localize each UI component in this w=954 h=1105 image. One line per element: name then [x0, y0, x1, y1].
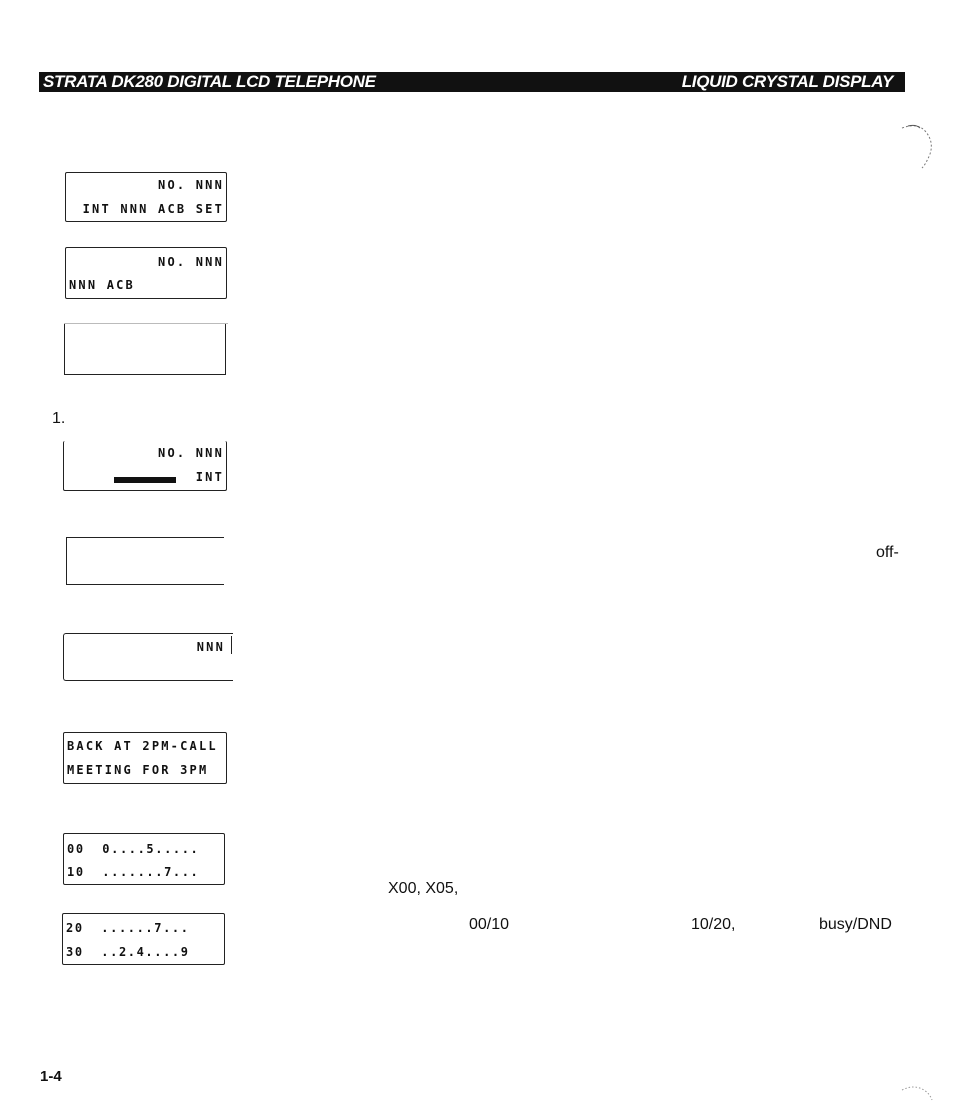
header-left-title: STRATA DK280 DIGITAL LCD TELEPHONE — [43, 72, 376, 91]
lcd-display-9 — [62, 913, 225, 965]
lcd-8-line-2: 10 .......7... — [67, 865, 200, 879]
header-right-title: LIQUID CRYSTAL DISPLAY — [681, 72, 893, 91]
text-range-00-10: 00/10 — [469, 916, 510, 933]
lcd-display-2 — [65, 247, 227, 299]
lcd-4-line-2: INT — [195, 470, 224, 484]
lcd-4-line-1: NO. NNN — [158, 446, 224, 460]
scan-artifact-top — [896, 120, 936, 170]
lcd-9-line-1: 20 ......7... — [66, 921, 190, 935]
lcd-1-line-2: INT NNN ACB SET — [82, 202, 224, 216]
text-off: off- — [876, 544, 899, 561]
list-marker: 1. — [52, 410, 66, 427]
lcd-display-7 — [63, 732, 227, 784]
lcd-display-5 — [66, 537, 224, 585]
lcd-display-8 — [63, 833, 225, 885]
lcd-1-line-1: NO. NNN — [158, 178, 224, 192]
header-bar — [39, 72, 905, 92]
scan-artifact-bottom — [898, 1080, 938, 1102]
lcd-display-1 — [65, 172, 227, 222]
lcd-9-line-2: 30 ..2.4....9 — [66, 945, 190, 959]
lcd-6-line-1: NNN — [196, 640, 225, 654]
lcd-display-3 — [64, 323, 226, 375]
lcd-2-line-1: NO. NNN — [158, 255, 224, 269]
text-x00-x05: X00, X05, — [388, 880, 459, 897]
lcd-2-line-2: NNN ACB — [69, 278, 135, 292]
lcd-4-cursor-bar — [114, 477, 176, 483]
text-range-10-20: 10/20, — [691, 916, 736, 933]
page-number: 1-4 — [40, 1068, 62, 1085]
lcd-7-line-2: MEETING FOR 3PM — [67, 763, 209, 777]
lcd-6-right-edge — [231, 636, 232, 654]
text-busy-dnd: busy/DND — [819, 916, 892, 933]
lcd-display-6 — [63, 633, 233, 681]
lcd-7-line-1: BACK AT 2PM-CALL — [67, 739, 218, 753]
lcd-3-top-edge — [64, 323, 228, 324]
lcd-8-line-1: 00 0....5..... — [67, 842, 200, 856]
lcd-display-4 — [63, 441, 227, 491]
